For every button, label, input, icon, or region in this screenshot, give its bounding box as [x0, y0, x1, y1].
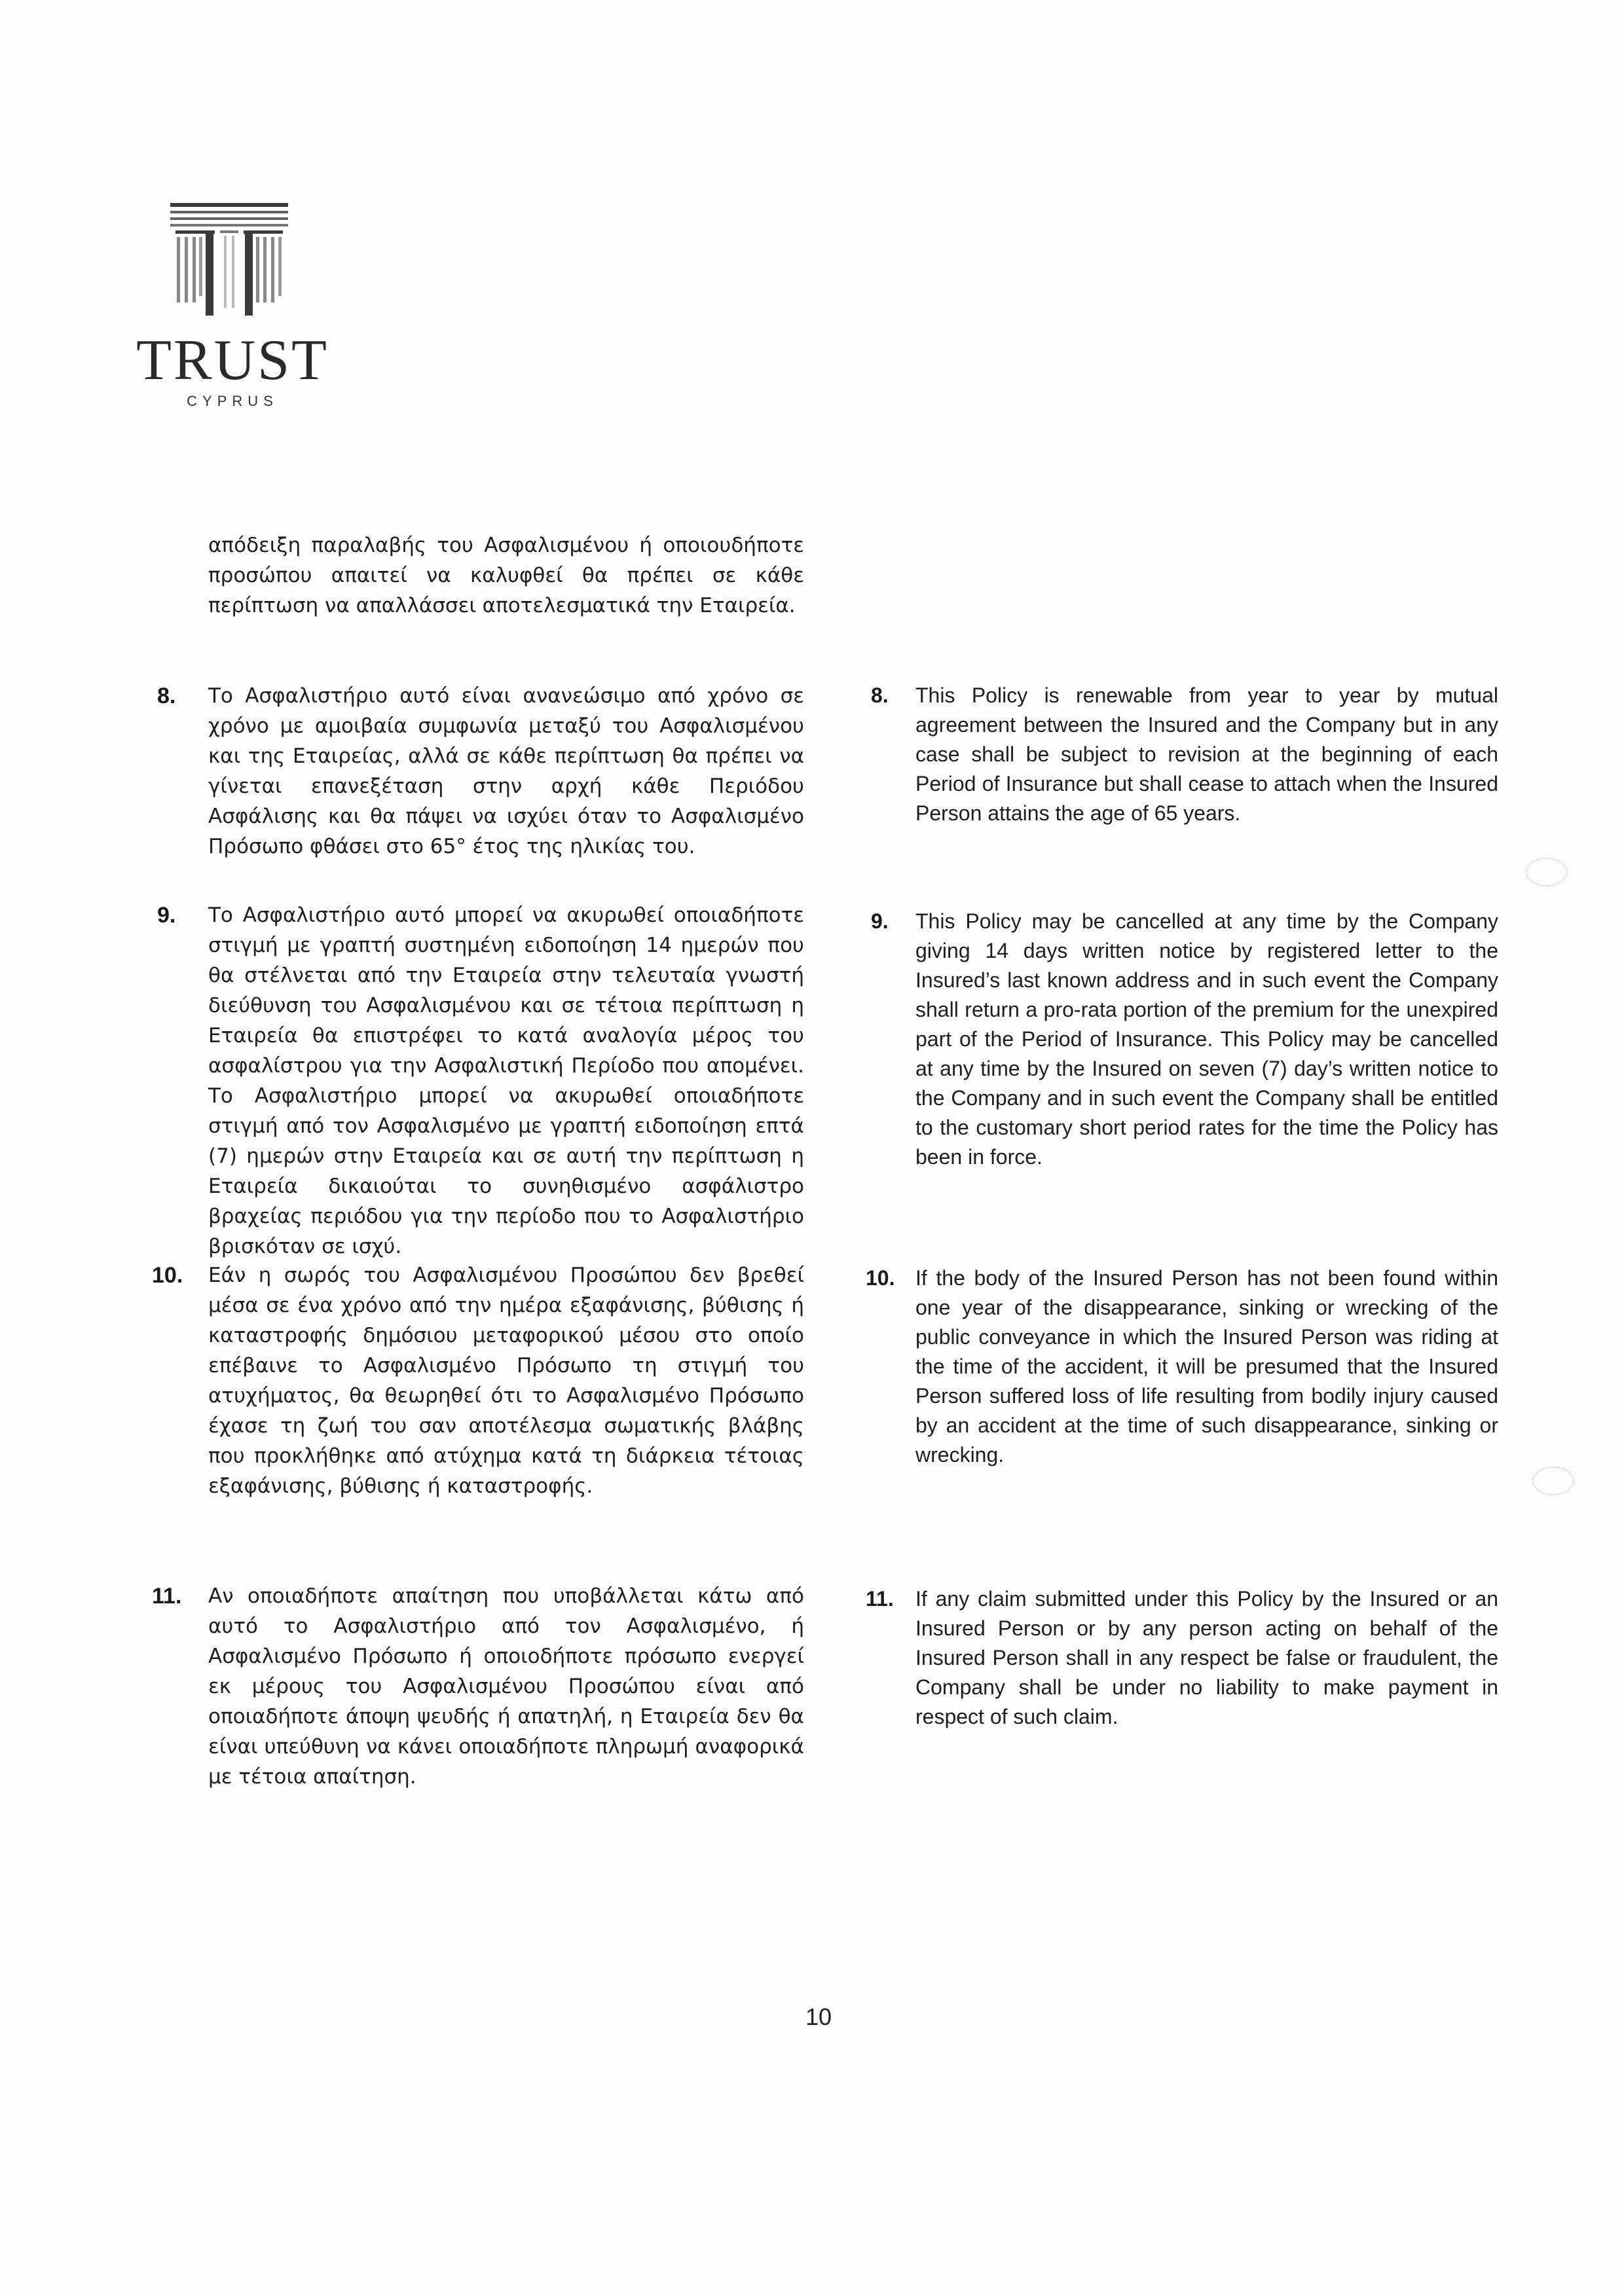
greek-clause-10-text: Εάν η σωρός του Ασφαλισμένου Προσώπου δεν βρεθεί μέσα σε ένα χρόνο από την ημέρα εξαφάνισης, βύθισης ή καταστροφής δημόσιου μεταφορικού μέσου στο οποίο επέβαινε το Ασφαλισμένο Πρόσωπο τη στιγμή του ατυχήματος, θα θεωρηθεί ότι το Ασφαλισμένο Πρόσωπο έχασε τη ζωή του σαν αποτέλεσμα σωματικής βλάβης που προκλήθηκε από ατύχημα κατά τη διάρκεια τέτοιας εξαφάνισης, βύθισης ή καταστροφής.	[208, 1264, 804, 1498]
logo-wordmark: TRUST	[136, 329, 329, 392]
english-clause-8-text: This Policy is renewable from year to year by mutual agreement between the Insured and the Company but in any case shall be subject to revision at the beginning of each Period of Insurance but shall cease to attach when the Insured Person attains the age of 65 years.	[915, 683, 1498, 825]
page-number: 10	[805, 2003, 832, 2030]
logo-subtitle: CYPRUS	[187, 393, 278, 409]
english-clause-9-number: 9.	[871, 909, 889, 933]
columns-emblem-icon	[164, 196, 295, 327]
scan-speck	[1526, 858, 1568, 886]
trust-cyprus-logo	[124, 196, 341, 419]
greek-clause-8-text: Το Ασφαλιστήριο αυτό είναι ανανεώσιμο από χρόνο σε χρόνο με αμοιβαία συμφωνία μεταξύ του Ασφαλισμένου και της Εταιρείας, αλλά σε κάθε περίπτωση θα πρέπει να γίνεται επανεξέταση στην αρχή κάθε Περιόδου Ασφάλισης και θα πάψει να ισχύει όταν το Ασφαλισμένο Πρόσωπο φθάσει στο 65° έτος της ηλικίας του.	[208, 684, 804, 858]
greek-clause-9-number: 9.	[157, 903, 176, 928]
english-clause-9-text: This Policy may be cancelled at any time by the Company giving 14 days written notice by registered letter to the Insured’s last known address and in such event the Company shall return a pro-rata portion of the premium for the unexpired part of the Period of Insurance. This Policy may be cancelled at any time by the Insured on seven (7) day’s written notice to the Company and in such event the Company shall be entitled to the customary short period rates for the time the Policy has been in force.	[915, 909, 1498, 1169]
english-clause-11-text: If any claim submitted under this Policy by the Insured or an Insured Person or by any person acting on behalf of the Insured Person shall in any respect be false or fraudulent, the Company shall be under no liability to make payment in respect of such claim.	[915, 1587, 1498, 1728]
english-clause-8-number: 8.	[871, 683, 889, 707]
greek-clause-11-number: 11.	[152, 1584, 182, 1609]
english-clause-10-number: 10.	[866, 1266, 895, 1290]
greek-clause-11-text: Αν οποιαδήποτε απαίτηση που υποβάλλεται κάτω από αυτό το Ασφαλιστήριο από τον Ασφαλισμένο, ή Ασφαλισμένο Πρόσωπο ή οποιοδήποτε πρόσωπο ενεργεί εκ μέρους του Ασφαλισμένου Προσώπου είναι από οποιαδήποτε άποψη ψευδής ή απατηλή, η Εταιρεία δεν θα είναι υπεύθυνη να κάνει οποιαδήποτε πληρωμή αναφορικά με τέτοια απαίτηση.	[208, 1584, 804, 1789]
english-clause-11-number: 11.	[866, 1587, 894, 1611]
scan-speck	[1532, 1467, 1574, 1495]
greek-clause-8-number: 8.	[157, 683, 176, 708]
english-clause-10-text: If the body of the Insured Person has not been found within one year of the disappearance, sinking or wrecking of the public conveyance in which the Insured Person was riding at the time of the accident, it will be presumed that the Insured Person suffered loss of life resulting from bodily injury caused by an accident at the time of such disappearance, sinking or wrecking.	[915, 1266, 1498, 1467]
greek-clause-9-text: Το Ασφαλιστήριο αυτό μπορεί να ακυρωθεί οποιαδήποτε στιγμή με γραπτή συστημένη ειδοποίηση 14 ημερών που θα στέλνεται από την Εταιρεία στην τελευταία γνωστή διεύθυνση του Ασφαλισμένου και σε τέτοια περίπτωση η Εταιρεία θα επιστρέφει το κατά αναλογία μέρος του ασφαλίστρου για την Ασφαλιστική Περίοδο που απομένει. Το Ασφαλιστήριο μπορεί να ακυρωθεί οποιαδήποτε στιγμή από τον Ασφαλισμένο με γραπτή ειδοποίηση επτά (7) ημερών στην Εταιρεία και σε αυτή την περίπτωση η Εταιρεία δικαιούται το συνηθισμένο ασφάλιστρο βραχείας περιόδου για την περίοδο που το Ασφαλιστήριο βρισκόταν σε ισχύ.	[208, 903, 804, 1258]
greek-intro-paragraph: απόδειξη παραλαβής του Ασφαλισμένου ή οποιουδήποτε προσώπου απαιτεί να καλυφθεί θα πρέπει σε κάθε περίπτωση να απαλλάσσει αποτελεσματικά την Εταιρεία.	[208, 534, 804, 617]
greek-clause-10-number: 10.	[152, 1263, 183, 1288]
